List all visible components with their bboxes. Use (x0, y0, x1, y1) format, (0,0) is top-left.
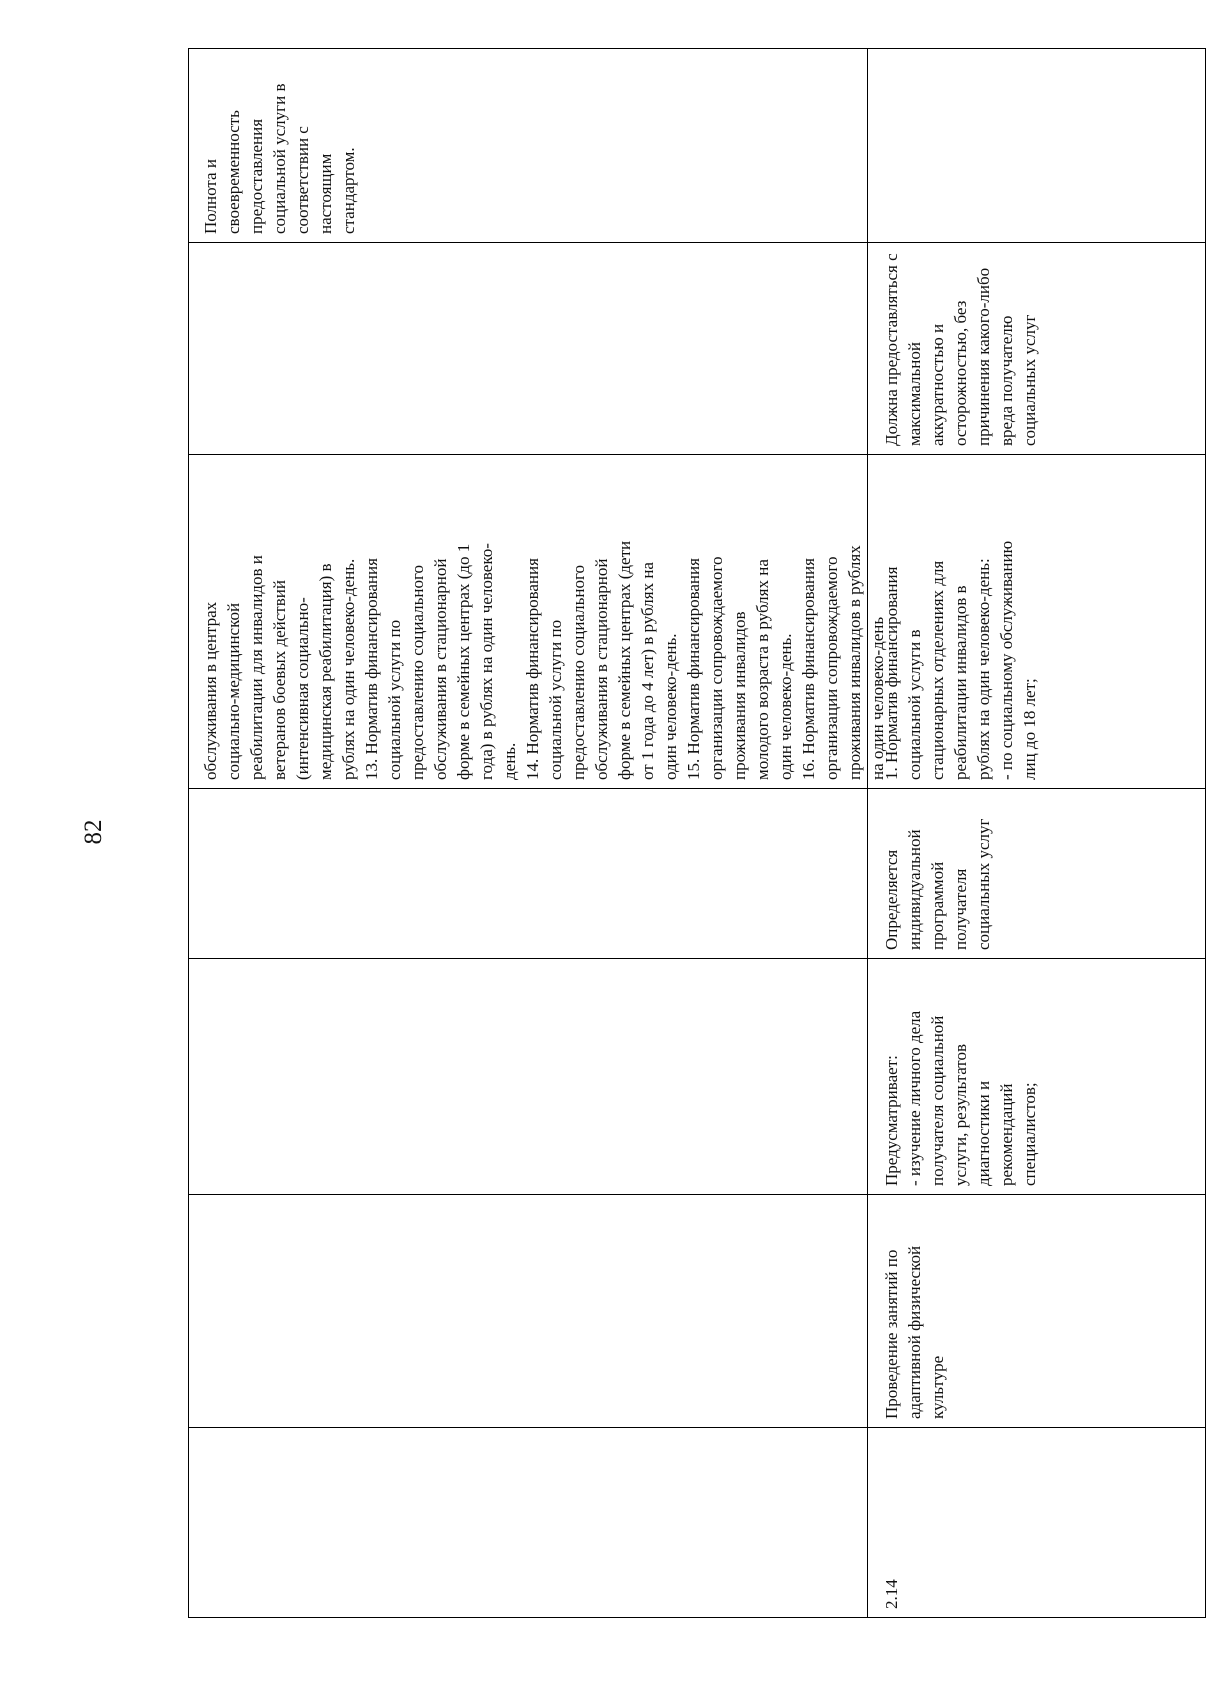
service-description-cell: Предусматривает: - изучение личного дела получателя социальной услуги, результатов диагностики и рекомендаций специалистов; (882, 1010, 1039, 1186)
quality-indicator-cell: Должна предоставляться с максимальной аккуратностью и осторожностью, без причинения какого-либо вреда получателю социальных услуг (882, 253, 1039, 446)
services-table (188, 48, 1206, 1618)
page-number: 82 (80, 819, 107, 845)
empty-cell (868, 47, 1207, 242)
table-wrapper (188, 48, 1206, 1618)
service-term-cell: Определяется индивидуальной программой получателя социальных услуг (882, 818, 993, 950)
service-name-cell: Проведение занятий по адаптивной физической культуре (882, 1245, 947, 1419)
financing-norm-cell: 1. Норматив финансирования социальной услуги в стационарных отделениях для реабилитации инвалидов в рублях на один человеко-день: - по социальному обслуживанию лиц до 18 лет; (882, 540, 1039, 780)
row-number-cell: 2.14 (882, 1579, 901, 1609)
continued-norm-cell: обслуживания в центрах социально-медицинской реабилитации для инвалидов и ветеранов боевых действий (интенсивная социально- медицинская реабилитация) в рублях на один человеко-день. 13. Норматив финансирования социальной услуги по предоставлению социального обслуживания в стационарной форме в семейных центрах (до 1 года) в рублях на один человеко- день. 14. Норматив финансирования социальной услуги по предоставлению социального обслуживания в стационарной форме в семейных центрах (дети от 1 года до 4 лет) в рублях на один человеко-день. 15. Норматив финансирования организации сопровождаемого проживания инвалидов молодого возраста в рублях на один человеко-день. 16. Норматив финансирования организации сопровождаемого проживания инвалидов в рублях на один человеко-день (201, 540, 887, 780)
continued-quality-result-cell: Полнота и своевременность предоставления социальной услуги в соответствии с настоящим стандартом. (201, 83, 358, 234)
